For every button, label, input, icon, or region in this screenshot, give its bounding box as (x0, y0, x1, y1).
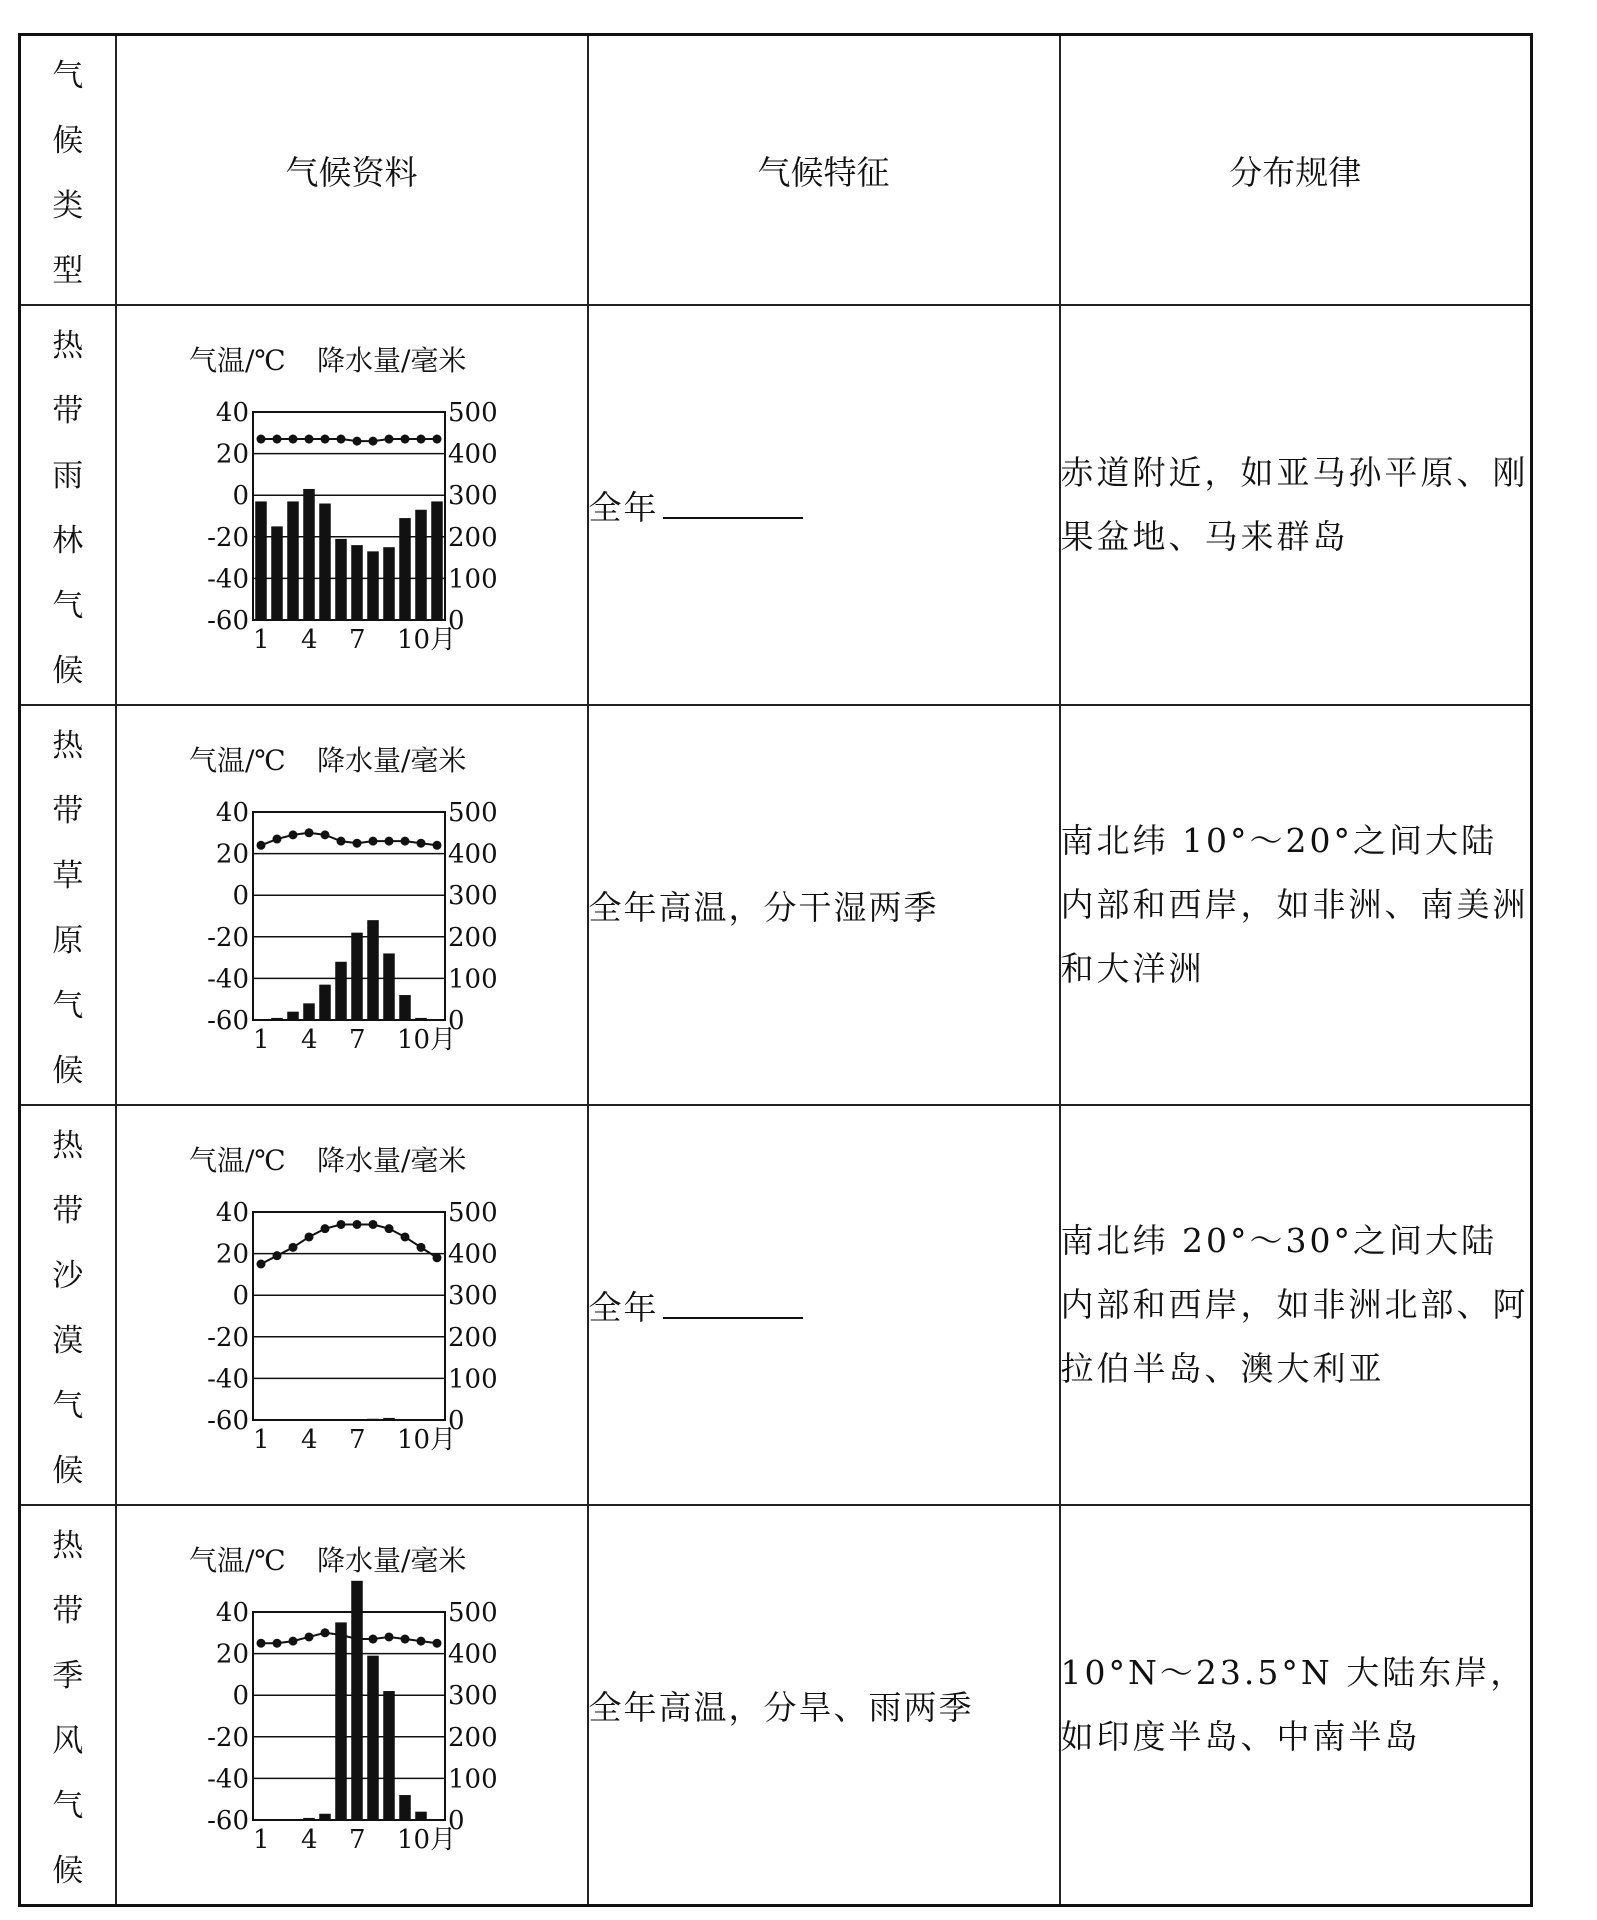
precipitation-tick-label: 100 (447, 1364, 498, 1395)
precipitation-bar (415, 510, 427, 620)
type-text: 热 带 沙 漠 气 候 (52, 1128, 84, 1489)
month-tick-label: 7 (348, 625, 366, 655)
precipitation-bar (319, 985, 331, 1020)
temperature-point (400, 1232, 409, 1241)
type-cell (20, 1105, 116, 1505)
temperature-tick-label: 40 (215, 1598, 249, 1628)
precipitation-bar (399, 995, 411, 1020)
distribution-cell: 10°N～23.5°N 大陆东岸，如印度半岛、中南半岛 (1060, 1505, 1532, 1906)
temperature-point (368, 1220, 377, 1229)
temperature-point (272, 435, 281, 444)
temperature-point (304, 828, 313, 837)
chart-cell (116, 1505, 588, 1906)
precipitation-bar (431, 501, 443, 620)
temperature-point (256, 435, 265, 444)
row-desert (20, 1105, 1532, 1505)
temperature-point (384, 1632, 393, 1641)
temperature-point (352, 1220, 361, 1229)
precipitation-bar (351, 1419, 363, 1420)
precipitation-bar (303, 489, 315, 620)
month-tick-label: 7 (348, 1025, 366, 1055)
temperature-tick-label: -60 (206, 1406, 249, 1436)
temperature-point (416, 1243, 425, 1252)
temperature-point (368, 1635, 377, 1644)
temperature-point (256, 1260, 265, 1269)
feature-cell (588, 1105, 1060, 1505)
precipitation-bar (383, 1691, 395, 1820)
header-distribution-cell: 分布规律 (1060, 35, 1532, 306)
precipitation-tick-label: 400 (447, 1239, 498, 1270)
precipitation-bar (415, 1812, 427, 1820)
temperature-tick-label: -40 (206, 564, 249, 595)
temperature-tick-label: -60 (206, 606, 249, 636)
precipitation-tick-label: 300 (447, 1681, 498, 1712)
distribution-cell: 赤道附近，如亚马孙平原、刚果盆地、马来群岛 (1060, 305, 1532, 705)
temperature-point (352, 1635, 361, 1644)
temperature-point (368, 437, 377, 446)
month-tick-label: 10月 (396, 1425, 456, 1455)
temperature-point (432, 1639, 441, 1648)
climate-chart-rainforest (187, 340, 547, 670)
header-row (20, 35, 1532, 306)
month-tick-label: 10月 (396, 1825, 456, 1855)
precipitation-tick-label: 500 (447, 798, 498, 828)
temperature-line (261, 833, 437, 845)
temperature-tick-label: -60 (206, 1806, 249, 1836)
climate-chart-savanna (187, 740, 547, 1070)
type-text: 热 带 草 原 气 候 (52, 728, 84, 1089)
precipitation-axis-label: 降水量/毫米 (316, 344, 466, 377)
precipitation-tick-label: 100 (447, 1764, 498, 1795)
precipitation-tick-label: 300 (447, 481, 498, 512)
temperature-point (304, 1632, 313, 1641)
row-rainforest (20, 305, 1532, 705)
temperature-point (320, 830, 329, 839)
precipitation-tick-label: 100 (447, 564, 498, 595)
temperature-point (384, 837, 393, 846)
temperature-point (272, 1639, 281, 1648)
temperature-tick-label: -40 (206, 1364, 249, 1395)
precipitation-bar (335, 1622, 347, 1820)
precipitation-bar (367, 1656, 379, 1820)
temperature-point (320, 1224, 329, 1233)
temperature-tick-label: 0 (231, 1681, 249, 1712)
precipitation-tick-label: 0 (447, 606, 465, 636)
type-cell (20, 305, 116, 705)
precipitation-tick-label: 400 (447, 839, 498, 870)
month-tick-label: 4 (300, 1825, 318, 1855)
month-tick-label: 1 (252, 1825, 270, 1855)
feature-text: 全年 (588, 487, 659, 527)
precipitation-bar (335, 539, 347, 620)
temperature-point (432, 841, 441, 850)
temperature-point (384, 435, 393, 444)
precipitation-tick-label: 0 (447, 1806, 465, 1836)
chart-cell (116, 305, 588, 705)
precipitation-tick-label: 0 (447, 1006, 465, 1036)
feature-text: 全年高温，分干湿两季 (588, 887, 939, 927)
temperature-point (272, 1251, 281, 1260)
climate-chart-desert (187, 1140, 547, 1470)
temperature-tick-label: 20 (215, 1239, 249, 1270)
temperature-tick-label: -40 (206, 1764, 249, 1795)
temperature-point (336, 1220, 345, 1229)
type-text: 热 带 季 风 气 候 (52, 1528, 84, 1889)
precipitation-tick-label: 400 (447, 439, 498, 470)
precipitation-axis-label: 降水量/毫米 (316, 1144, 466, 1177)
temperature-point (288, 435, 297, 444)
distribution-cell: 南北纬 10°～20°之间大陆内部和西岸，如非洲、南美洲和大洋洲 (1060, 705, 1532, 1105)
temperature-point (288, 830, 297, 839)
precipitation-bar (351, 1581, 363, 1820)
temperature-axis-label: 气温/℃ (188, 344, 286, 377)
temperature-point (336, 435, 345, 444)
temperature-tick-label: -20 (206, 522, 249, 553)
precipitation-bar (319, 504, 331, 620)
temperature-tick-label: 0 (231, 1281, 249, 1312)
temperature-line (261, 1633, 437, 1643)
row-savanna (20, 705, 1532, 1105)
temperature-tick-label: 20 (215, 439, 249, 470)
temperature-tick-label: 0 (231, 481, 249, 512)
precipitation-tick-label: 500 (447, 398, 498, 428)
precipitation-bar (367, 920, 379, 1020)
precipitation-axis-label: 降水量/毫米 (316, 744, 466, 777)
precipitation-tick-label: 300 (447, 1281, 498, 1312)
temperature-tick-label: -40 (206, 964, 249, 995)
month-tick-label: 10月 (396, 625, 456, 655)
chart-cell (116, 705, 588, 1105)
climate-table (18, 33, 1533, 1907)
month-tick-label: 4 (300, 1425, 318, 1455)
month-tick-label: 1 (252, 1025, 270, 1055)
temperature-point (336, 837, 345, 846)
header-type-cell (20, 35, 116, 306)
month-tick-label: 7 (348, 1825, 366, 1855)
precipitation-axis-label: 降水量/毫米 (316, 1544, 466, 1577)
type-text: 热 带 雨 林 气 候 (52, 328, 84, 689)
temperature-point (272, 835, 281, 844)
row-monsoon (20, 1505, 1532, 1906)
precipitation-tick-label: 500 (447, 1198, 498, 1228)
month-tick-label: 1 (252, 1425, 270, 1455)
type-cell (20, 1505, 116, 1906)
temperature-point (304, 1232, 313, 1241)
temperature-axis-label: 气温/℃ (188, 1544, 286, 1577)
precipitation-tick-label: 300 (447, 881, 498, 912)
precipitation-bar (383, 547, 395, 620)
header-feature-cell: 气候特征 (588, 35, 1060, 306)
temperature-axis-label: 气温/℃ (188, 744, 286, 777)
type-cell (20, 705, 116, 1105)
month-tick-label: 4 (300, 1025, 318, 1055)
month-tick-label: 1 (252, 625, 270, 655)
temperature-tick-label: 20 (215, 839, 249, 870)
temperature-tick-label: 40 (215, 798, 249, 828)
precipitation-bar (383, 1418, 395, 1420)
precipitation-tick-label: 200 (447, 922, 498, 953)
temperature-point (320, 1628, 329, 1637)
temperature-point (400, 1635, 409, 1644)
precipitation-bar (271, 1018, 283, 1020)
feature-text: 全年 (588, 1287, 659, 1327)
header-type-text: 气 候 类 型 (52, 58, 84, 289)
temperature-point (320, 435, 329, 444)
temperature-line (261, 439, 437, 441)
temperature-point (256, 841, 265, 850)
month-tick-label: 4 (300, 625, 318, 655)
precipitation-bar (335, 962, 347, 1020)
precipitation-bar (351, 545, 363, 620)
feature-cell (588, 305, 1060, 705)
temperature-point (432, 1253, 441, 1262)
temperature-tick-label: 40 (215, 398, 249, 428)
temperature-point (288, 1637, 297, 1646)
climate-chart-monsoon (187, 1540, 547, 1870)
temperature-point (416, 839, 425, 848)
temperature-point (432, 435, 441, 444)
precipitation-bar (399, 518, 411, 620)
temperature-tick-label: -20 (206, 1322, 249, 1353)
temperature-point (352, 437, 361, 446)
temperature-tick-label: 20 (215, 1639, 249, 1670)
precipitation-tick-label: 400 (447, 1639, 498, 1670)
temperature-point (336, 1630, 345, 1639)
precipitation-tick-label: 100 (447, 964, 498, 995)
temperature-point (416, 435, 425, 444)
temperature-point (416, 1637, 425, 1646)
precipitation-bar (287, 501, 299, 620)
chart-cell (116, 1105, 588, 1505)
temperature-point (304, 435, 313, 444)
temperature-point (352, 839, 361, 848)
precipitation-bar (351, 933, 363, 1020)
temperature-tick-label: 40 (215, 1198, 249, 1228)
temperature-point (384, 1224, 393, 1233)
answer-blank[interactable] (663, 497, 803, 519)
precipitation-bar (303, 1818, 315, 1820)
month-tick-label: 7 (348, 1425, 366, 1455)
month-tick-label: 10月 (396, 1025, 456, 1055)
precipitation-tick-label: 200 (447, 522, 498, 553)
temperature-point (256, 1639, 265, 1648)
feature-cell (588, 705, 1060, 1105)
precipitation-bar (415, 1018, 427, 1020)
temperature-line (261, 1224, 437, 1264)
distribution-cell: 南北纬 20°～30°之间大陆内部和西岸，如非洲北部、阿拉伯半岛、澳大利亚 (1060, 1105, 1532, 1505)
precipitation-bar (271, 526, 283, 620)
precipitation-bar (255, 501, 267, 620)
temperature-tick-label: -20 (206, 922, 249, 953)
temperature-point (400, 435, 409, 444)
temperature-axis-label: 气温/℃ (188, 1144, 286, 1177)
temperature-tick-label: 0 (231, 881, 249, 912)
feature-text: 全年高温，分旱、雨两季 (588, 1687, 974, 1727)
precipitation-bar (399, 1795, 411, 1820)
temperature-point (288, 1243, 297, 1252)
precipitation-bar (367, 551, 379, 620)
answer-blank[interactable] (663, 1297, 803, 1319)
temperature-point (400, 837, 409, 846)
precipitation-bar (287, 1012, 299, 1020)
precipitation-bar (319, 1814, 331, 1820)
precipitation-tick-label: 200 (447, 1322, 498, 1353)
temperature-tick-label: -20 (206, 1722, 249, 1753)
precipitation-tick-label: 200 (447, 1722, 498, 1753)
precipitation-tick-label: 500 (447, 1598, 498, 1628)
precipitation-bar (367, 1419, 379, 1420)
temperature-point (368, 837, 377, 846)
feature-cell (588, 1505, 1060, 1906)
precipitation-bar (383, 953, 395, 1020)
precipitation-bar (303, 1003, 315, 1020)
temperature-tick-label: -60 (206, 1006, 249, 1036)
header-data-cell: 气候资料 (116, 35, 588, 306)
precipitation-tick-label: 0 (447, 1406, 465, 1436)
